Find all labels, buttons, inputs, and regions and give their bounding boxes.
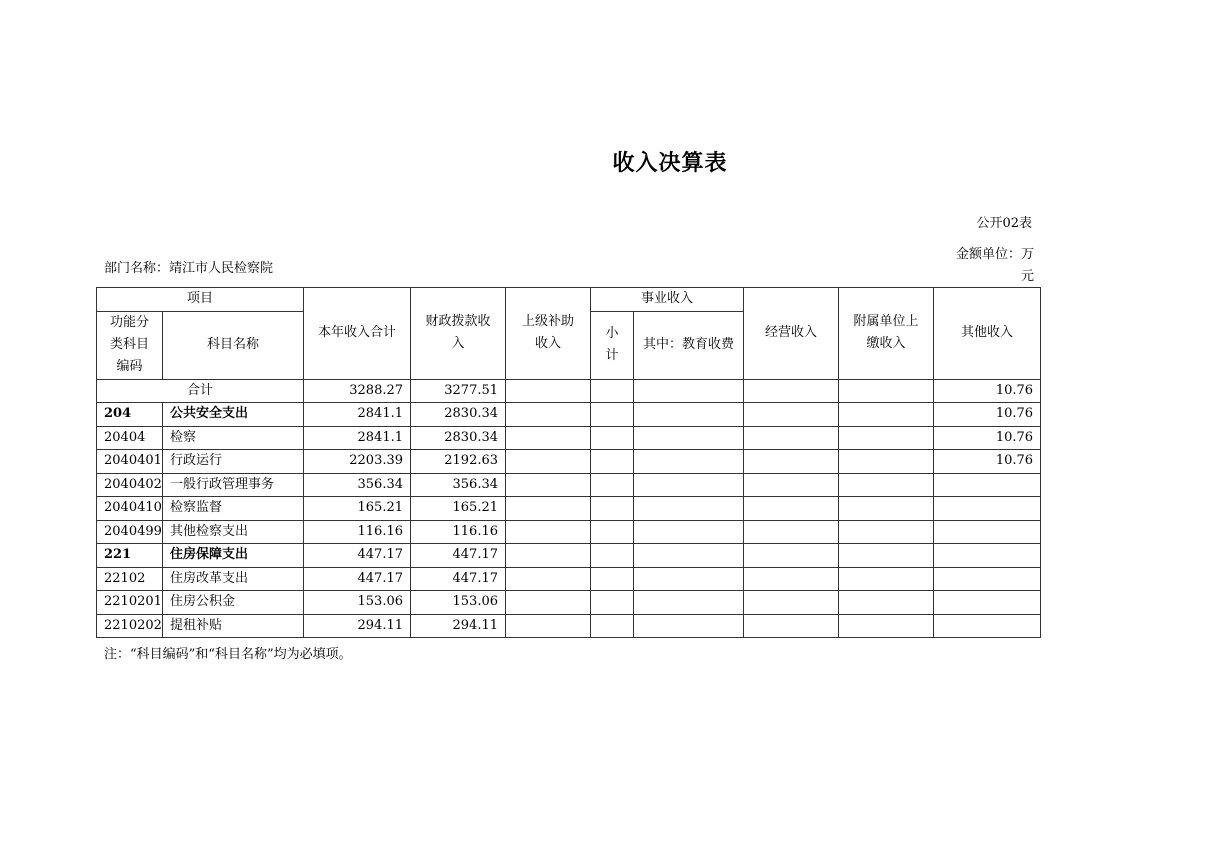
fiscal-cell: 2830.34	[411, 426, 506, 450]
fiscal-cell: 2192.63	[411, 450, 506, 474]
total-income-cell: 447.17	[304, 567, 411, 591]
subject-code: 2040410	[97, 497, 163, 521]
total-income-cell: 294.11	[304, 614, 411, 638]
fiscal-cell: 356.34	[411, 473, 506, 497]
footnote: 注：“科目编码”和“科目名称”均为必填项。	[104, 647, 352, 662]
table-row	[97, 591, 1041, 615]
header-affiliated: 附属单位上缴收入	[839, 288, 934, 380]
total-income-cell: 2203.39	[304, 450, 411, 474]
header-fiscal: 财政拨款收入	[411, 288, 506, 380]
subject-name: 其他检察支出	[163, 520, 304, 544]
total-income-cell: 447.17	[304, 544, 411, 568]
subject-code: 221	[97, 544, 163, 568]
subject-code: 2040402	[97, 473, 163, 497]
header-subtotal: 小计	[591, 311, 634, 379]
table-row	[97, 567, 1041, 591]
table-row	[97, 544, 1041, 568]
other-income-cell: 10.76	[934, 450, 1041, 474]
total-row	[97, 379, 1041, 403]
amount-unit: 金额单位：万元	[955, 247, 1034, 284]
other-income-cell	[934, 614, 1041, 638]
table-row	[97, 450, 1041, 474]
other-income-cell	[934, 544, 1041, 568]
fiscal-cell: 447.17	[411, 567, 506, 591]
subject-name: 住房保障支出	[163, 544, 304, 568]
table-row	[97, 614, 1041, 638]
subject-name: 行政运行	[163, 450, 304, 474]
subject-name: 住房公积金	[163, 591, 304, 615]
fiscal-cell: 294.11	[411, 614, 506, 638]
subject-name: 提租补贴	[163, 614, 304, 638]
total-income-cell: 3288.27	[304, 379, 411, 403]
form-number: 公开02表	[976, 216, 1032, 231]
income-table	[96, 287, 1041, 638]
total-income-cell: 2841.1	[304, 426, 411, 450]
header-subject-name: 科目名称	[163, 311, 304, 379]
subject-code: 2210202	[97, 614, 163, 638]
table-row	[97, 497, 1041, 521]
subject-code: 2210201	[97, 591, 163, 615]
header-business: 经营收入	[744, 288, 839, 380]
fiscal-cell: 2830.34	[411, 403, 506, 427]
header-total-income: 本年收入合计	[304, 288, 411, 380]
subject-name: 检察	[163, 426, 304, 450]
other-income-cell	[934, 473, 1041, 497]
other-income-cell	[934, 520, 1041, 544]
header-item: 项目	[97, 288, 304, 312]
table-row	[97, 520, 1041, 544]
header-upper-subsidy: 上级补助收入	[506, 288, 591, 380]
subject-name: 公共安全支出	[163, 403, 304, 427]
department-name: 部门名称：靖江市人民检察院	[104, 261, 274, 276]
fiscal-cell: 116.16	[411, 520, 506, 544]
table-row	[97, 426, 1041, 450]
total-income-cell: 116.16	[304, 520, 411, 544]
other-income-cell	[934, 567, 1041, 591]
total-income-cell: 165.21	[304, 497, 411, 521]
subject-name: 一般行政管理事务	[163, 473, 304, 497]
subject-code: 2040499	[97, 520, 163, 544]
header-career: 事业收入	[591, 288, 744, 312]
table-row	[97, 403, 1041, 427]
header-func-code: 功能分类科目编码	[97, 311, 163, 379]
header-other: 其他收入	[934, 288, 1041, 380]
total-income-cell: 2841.1	[304, 403, 411, 427]
total-income-cell: 356.34	[304, 473, 411, 497]
total-other-cell: 10.76	[934, 379, 1041, 403]
subject-code: 20404	[97, 426, 163, 450]
total-income-cell: 153.06	[304, 591, 411, 615]
subject-code: 22102	[97, 567, 163, 591]
subject-code: 2040401	[97, 450, 163, 474]
fiscal-cell: 153.06	[411, 591, 506, 615]
other-income-cell: 10.76	[934, 403, 1041, 427]
fiscal-cell: 447.17	[411, 544, 506, 568]
total-label: 合计	[97, 379, 304, 403]
other-income-cell: 10.76	[934, 426, 1041, 450]
subject-code: 204	[97, 403, 163, 427]
header-edu-fee: 其中：教育收费	[634, 311, 744, 379]
other-income-cell	[934, 497, 1041, 521]
table-row	[97, 473, 1041, 497]
total-fiscal-cell: 3277.51	[411, 379, 506, 403]
page-title: 收入决算表	[612, 150, 728, 176]
subject-name: 住房改革支出	[163, 567, 304, 591]
fiscal-cell: 165.21	[411, 497, 506, 521]
subject-name: 检察监督	[163, 497, 304, 521]
other-income-cell	[934, 591, 1041, 615]
